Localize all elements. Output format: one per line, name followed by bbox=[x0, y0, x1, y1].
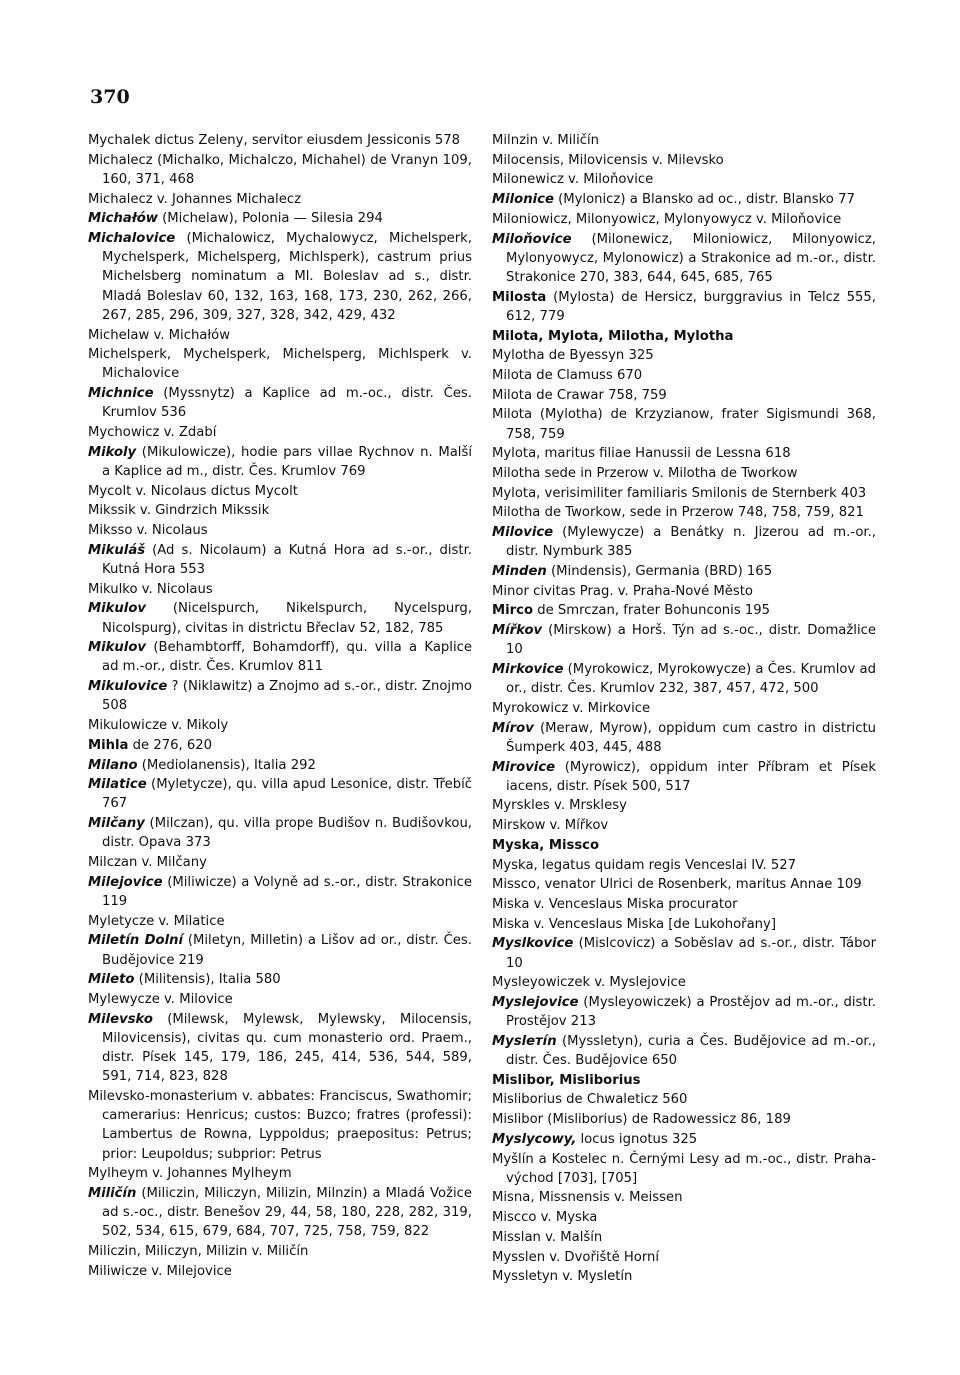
index-entry bbox=[492, 836, 876, 855]
entry-text: (Myrokowicz, Myrokowycze) a Čes. Krumlov ad or., distr. Čes. Krumlov 232, 387, 457, 472, 500 bbox=[506, 661, 876, 697]
index-entry bbox=[492, 660, 876, 698]
entry-text: (Militensis), Italia 580 bbox=[134, 972, 281, 988]
entry-text: de 276, 620 bbox=[128, 737, 213, 753]
entry-text: Michalecz v. Johannes Michalecz bbox=[88, 191, 302, 207]
entry-text: Misna, Missnensis v. Meissen bbox=[492, 1190, 683, 1206]
entry-headword: Michnice bbox=[88, 386, 154, 402]
index-entry bbox=[492, 973, 876, 992]
index-entry bbox=[88, 541, 472, 579]
index-entry bbox=[492, 131, 876, 150]
index-entry bbox=[88, 970, 472, 989]
entry-text: (Mikulowicze), hodie pars villae Rychnov n. Malší a Kaplice ad m., distr. Čes. Krumlov 769 bbox=[102, 444, 472, 479]
index-entry bbox=[492, 151, 876, 170]
entry-text: locus ignotus 325 bbox=[576, 1131, 698, 1147]
index-entry bbox=[492, 993, 876, 1031]
index-entry bbox=[88, 384, 472, 422]
entry-text: Milota (Mylotha) de Krzyzianow, frater Sigismundi 368, 758, 759 bbox=[492, 407, 876, 442]
index-entry bbox=[492, 601, 876, 620]
entry-text: Miliwicze v. Milejovice bbox=[88, 1263, 232, 1279]
entry-text: (Mindensis), Germania (BRD) 165 bbox=[546, 563, 773, 579]
index-entry bbox=[88, 501, 472, 520]
entry-text: Mycolt v. Nicolaus dictus Mycolt bbox=[88, 483, 298, 499]
entry-headword: Mířkov bbox=[492, 623, 543, 639]
entry-text: Myšlín a Kostelec n. Černými Lesy ad m.-oc., distr. Praha-východ [703], [705] bbox=[492, 1151, 876, 1186]
entry-text: Mikulowicze v. Mikoly bbox=[88, 718, 229, 734]
entry-text: Myrokowicz v. Mirkovice bbox=[492, 700, 651, 716]
index-entry bbox=[492, 1090, 876, 1109]
entry-text: Milota de Clamuss 670 bbox=[492, 367, 643, 383]
entry-headword: Michałów bbox=[88, 211, 158, 227]
page-number: 370 bbox=[90, 86, 130, 108]
index-entry bbox=[492, 288, 876, 326]
index-entry bbox=[88, 638, 472, 676]
entry-headword: Mikuláš bbox=[88, 542, 146, 558]
entry-headword: Mikulov bbox=[88, 640, 146, 656]
left-column bbox=[88, 131, 472, 1281]
entry-headword: Myska, Missco bbox=[492, 837, 600, 853]
index-entry bbox=[88, 151, 472, 189]
entry-text: Mylotha de Byessyn 325 bbox=[492, 348, 654, 364]
index-entry bbox=[492, 170, 876, 189]
entry-headword: Myslkovice bbox=[492, 936, 574, 952]
entry-headword: Mikulov bbox=[88, 601, 146, 617]
entry-text: (Mylewycze) a Benátky n. Jizerou ad m.-or., distr. Nymburk 385 bbox=[506, 525, 876, 560]
index-entry bbox=[492, 1150, 876, 1188]
index-entry bbox=[88, 580, 472, 599]
entry-text: Miksso v. Nicolaus bbox=[88, 523, 208, 539]
entry-text: Milonewicz v. Miloňovice bbox=[492, 172, 654, 188]
entry-text: (Mirskow) a Horš. Týn ad s.-oc., distr. Domažlice 10 bbox=[506, 623, 876, 658]
index-entry bbox=[492, 582, 876, 601]
entry-text: (Michalowicz, Mychalowycz, Michelsperk, Mychelsperk, Michelsperg, Michlsperk), castrum prius Michelsberg nominatum a Ml. Boleslav ad s., distr. Mladá Boleslav 60, 132, 163, 168, 173, 230, 262, 266, 267, 285, 296, 309, 327, 328, 342, 429, 432 bbox=[102, 231, 472, 323]
index-entry bbox=[492, 562, 876, 581]
index-entry bbox=[88, 677, 472, 715]
entry-text: Mikssik v. Gindrzich Mikssik bbox=[88, 503, 270, 519]
entry-text: de Smrczan, frater Bohunconis 195 bbox=[533, 603, 771, 619]
entry-headword: Michalovice bbox=[88, 231, 176, 247]
entry-headword: Mikoly bbox=[88, 444, 137, 460]
entry-headword: Milatice bbox=[88, 777, 147, 793]
entry-headword: Milota, Mylota, Milotha, Mylotha bbox=[492, 328, 734, 344]
entry-text: Myssletyn v. Mysletín bbox=[492, 1269, 633, 1285]
entry-headword: Myslejovice bbox=[492, 994, 579, 1010]
entry-text: Miska v. Venceslaus Miska [de Lukohořany] bbox=[492, 916, 776, 932]
index-entry bbox=[492, 796, 876, 815]
entry-headword: Mirovice bbox=[492, 759, 556, 775]
entry-headword: Miletín Dolní bbox=[88, 933, 184, 949]
entry-headword: Milovice bbox=[492, 525, 554, 541]
entry-headword: Mislibor, Misliborius bbox=[492, 1072, 641, 1088]
entry-text: Mychalek dictus Zeleny, servitor eiusdem Jessiconis 578 bbox=[88, 133, 461, 148]
entry-text: (Milczan), qu. villa prope Budišov n. Budišovkou, distr. Opava 373 bbox=[102, 816, 472, 851]
entry-text: Milotha de Tworkow, sede in Przerow 748, 758, 759, 821 bbox=[492, 505, 864, 521]
index-entry bbox=[88, 1184, 472, 1242]
entry-headword: Myslycowy, bbox=[492, 1131, 577, 1147]
entry-text: (Myssletyn), curia a Čes. Budějovice ad m.-or., distr. Čes. Budějovice 650 bbox=[506, 1033, 876, 1069]
index-entry bbox=[492, 719, 876, 757]
entry-text: Myska, legatus quidam regis Venceslai IV. 527 bbox=[492, 857, 797, 873]
index-entry bbox=[492, 366, 876, 385]
index-entry bbox=[492, 895, 876, 914]
index-entry bbox=[492, 1071, 876, 1090]
index-entry bbox=[88, 345, 472, 383]
entry-text: Mylheym v. Johannes Mylheym bbox=[88, 1166, 292, 1182]
entry-text: Mychowicz v. Zdabí bbox=[88, 425, 217, 441]
entry-text: Miscco v. Myska bbox=[492, 1210, 598, 1226]
entry-text: (Miliwicze) a Volyně ad s.-or., distr. Strakonice 119 bbox=[102, 874, 472, 909]
entry-headword: Milonice bbox=[492, 192, 554, 208]
entry-text: Misliborius de Chwaleticz 560 bbox=[492, 1092, 688, 1108]
index-entry bbox=[492, 915, 876, 934]
index-entry bbox=[492, 1228, 876, 1247]
index-entry bbox=[88, 190, 472, 209]
index-entry bbox=[88, 326, 472, 345]
index-entry bbox=[88, 756, 472, 775]
entry-text: Myrskles v. Mrsklesy bbox=[492, 798, 627, 814]
entry-headword: Minden bbox=[492, 563, 547, 579]
index-entry bbox=[492, 758, 876, 796]
index-entry bbox=[88, 736, 472, 755]
index-entry bbox=[88, 775, 472, 813]
index-entry bbox=[492, 1032, 876, 1070]
index-entry bbox=[492, 327, 876, 346]
entry-headword: Mihla bbox=[88, 737, 129, 753]
entry-text: Minor civitas Prag. v. Praha-Nové Město bbox=[492, 583, 753, 599]
entry-text: ? (Niklawitz) a Znojmo ad s.-or., distr. Znojmo 508 bbox=[102, 679, 472, 714]
entry-headword: Milosta bbox=[492, 289, 547, 305]
index-entry bbox=[492, 621, 876, 659]
entry-text: Milotha sede in Przerow v. Milotha de Tworkow bbox=[492, 465, 798, 481]
entry-text: Michelaw v. Michałów bbox=[88, 327, 230, 343]
entry-headword: Milčany bbox=[88, 816, 145, 832]
index-entry bbox=[492, 210, 876, 229]
index-entry bbox=[88, 1242, 472, 1261]
index-entry bbox=[492, 1248, 876, 1267]
entry-text: Misslan v. Malšín bbox=[492, 1229, 603, 1245]
entry-text: Milczan v. Milčany bbox=[88, 855, 207, 871]
index-entry bbox=[88, 1087, 472, 1164]
index-entry bbox=[492, 190, 876, 209]
entry-text: (Myssnytz) a Kaplice ad m.-oc., distr. Čes. Krumlov 536 bbox=[102, 386, 472, 421]
entry-text: Mylota, maritus filiae Hanussii de Lessna 618 bbox=[492, 446, 791, 462]
entry-text: Myletycze v. Milatice bbox=[88, 913, 225, 929]
entry-text: (Meraw, Myrow), oppidum cum castro in districtu Šumperk 403, 445, 488 bbox=[506, 720, 876, 755]
entry-text: (Mylosta) de Hersicz, burggravius in Telcz 555, 612, 779 bbox=[506, 289, 876, 324]
index-entry bbox=[88, 1262, 472, 1281]
entry-text: Mylota, verisimiliter familiaris Smilonis de Sternberk 403 bbox=[492, 485, 867, 501]
entry-text: Mylewycze v. Milovice bbox=[88, 991, 233, 1007]
entry-text: (Michelaw), Polonia — Silesia 294 bbox=[157, 211, 383, 227]
index-entry bbox=[492, 856, 876, 875]
index-entry bbox=[88, 1164, 472, 1183]
index-entry bbox=[88, 853, 472, 872]
index-entry bbox=[492, 484, 876, 503]
entry-headword: Mileto bbox=[88, 972, 135, 988]
entry-text: Michelsperk, Mychelsperk, Michelsperg, Michlsperk v. Michalovice bbox=[88, 347, 472, 382]
index-entry bbox=[492, 230, 876, 288]
index-entry bbox=[88, 873, 472, 911]
entry-text: (Mysleyowiczek) a Prostějov ad m.-or., distr. Prostějov 213 bbox=[506, 994, 876, 1030]
index-entry bbox=[492, 1267, 876, 1286]
entry-text: (Miliczin, Miliczyn, Milizin, Milnzin) a Mladá Vožice ad s.-oc., distr. Benešov 29, 44, 58, 180, 228, 282, 319, 502, 534, 615, 679, 684, 707, 725, 758, 759, 822 bbox=[102, 1185, 472, 1240]
index-entry bbox=[492, 1130, 876, 1149]
entry-text: Missco, venator Ulrici de Rosenberk, maritus Annae 109 bbox=[492, 877, 862, 893]
index-entry bbox=[88, 209, 472, 228]
index-entry bbox=[492, 444, 876, 463]
index-entry bbox=[88, 443, 472, 481]
entry-headword: Mirkovice bbox=[492, 661, 564, 677]
entry-text: Mysleyowiczek v. Myslejovice bbox=[492, 975, 686, 991]
entry-text: Mislibor (Misliborius) de Radowessicz 86, 189 bbox=[492, 1112, 791, 1128]
entry-text: Michalecz (Michalko, Michalczo, Michahel) de Vranyn 109, 160, 371, 468 bbox=[88, 152, 472, 187]
index-entry bbox=[492, 1188, 876, 1207]
index-entry bbox=[88, 423, 472, 442]
index-entry bbox=[492, 503, 876, 522]
index-entry bbox=[492, 1208, 876, 1227]
index-entry bbox=[492, 816, 876, 835]
index-entry bbox=[88, 814, 472, 852]
index-entry bbox=[492, 934, 876, 972]
index-entry bbox=[492, 875, 876, 894]
entry-text: (Mylonicz) a Blansko ad oc., distr. Blansko 77 bbox=[553, 192, 855, 208]
index-entry bbox=[88, 912, 472, 931]
entry-text: Milnzin v. Miličín bbox=[492, 133, 600, 148]
entry-headword: Miloňovice bbox=[492, 231, 572, 247]
index-entry bbox=[492, 699, 876, 718]
entry-text: Miska v. Venceslaus Miska procurator bbox=[492, 896, 738, 912]
entry-headword: Milano bbox=[88, 757, 138, 773]
index-entry bbox=[88, 990, 472, 1009]
entry-text: (Milewsk, Mylewsk, Mylewsky, Milocensis, Milovicensis), civitas qu. cum monasterio ord. Praem., distr. Písek 145, 179, 186, 245, 414, 536, 544, 589, 591, 714, 823, 828 bbox=[102, 1011, 472, 1085]
entry-text: (Behambtorff, Bohamdorff), qu. villa a Kaplice ad m.-or., distr. Čes. Krumlov 811 bbox=[102, 640, 472, 675]
index-entry bbox=[492, 346, 876, 365]
entry-text: (Milonewicz, Miloniowicz, Milonyowicz, Mylonyowycz, Mylonowicz) a Strakonice ad m.-or., distr. Strakonice 270, 383, 644, 645, 685, 765 bbox=[506, 231, 876, 285]
entry-text: Mirskow v. Mířkov bbox=[492, 818, 609, 834]
entry-headword: Mírov bbox=[492, 720, 534, 736]
entry-text: (Nicelspurch, Nikelspurch, Nycelspurg, Nicolspurg), civitas in districtu Břeclav 52, 182, 785 bbox=[102, 601, 472, 636]
index-entry bbox=[88, 521, 472, 540]
entry-headword: Myslетín bbox=[492, 1033, 557, 1049]
entry-text: Miloniowicz, Milonyowicz, Mylonyowycz v. Miloňovice bbox=[492, 211, 842, 227]
index-entry bbox=[492, 386, 876, 405]
entry-text: (Miletyn, Milletin) a Lišov ad or., distr. Čes. Budějovice 219 bbox=[102, 933, 472, 968]
index-entry bbox=[492, 464, 876, 483]
entry-headword: Mikulovice bbox=[88, 679, 168, 695]
entry-headword: Mirco bbox=[492, 603, 534, 619]
index-entry bbox=[88, 229, 472, 325]
entry-text: (Mediolanensis), Italia 292 bbox=[137, 757, 316, 773]
entry-text: Mikulko v. Nicolaus bbox=[88, 581, 213, 597]
index-entry bbox=[88, 482, 472, 501]
index-entry bbox=[88, 931, 472, 969]
entry-text: Milota de Crawar 758, 759 bbox=[492, 387, 667, 403]
entry-text: (Mislcovicz) a Soběslav ad s.-or., distr. Tábor 10 bbox=[506, 936, 876, 971]
index-entry bbox=[492, 523, 876, 561]
entry-text: (Ad s. Nicolaum) a Kutná Hora ad s.-or., distr. Kutná Hora 553 bbox=[102, 542, 472, 577]
index-entry bbox=[492, 405, 876, 443]
entry-headword: Miličín bbox=[88, 1185, 137, 1201]
entry-text: Mysslen v. Dvořiště Horní bbox=[492, 1249, 660, 1265]
index-entry bbox=[88, 131, 472, 150]
entry-text: Miliczin, Miliczyn, Milizin v. Miličín bbox=[88, 1244, 309, 1260]
index-entry bbox=[88, 1010, 472, 1087]
entry-headword: Milevsko bbox=[88, 1011, 153, 1027]
index-entry bbox=[88, 599, 472, 637]
index-entry bbox=[492, 1110, 876, 1129]
entry-text: (Myrowicz), oppidum inter Příbram et Písek iacens, distr. Písek 500, 517 bbox=[506, 759, 876, 794]
entry-text: Milocensis, Milovicensis v. Milevsko bbox=[492, 152, 724, 168]
index-entry bbox=[88, 716, 472, 735]
entry-text: Milevsko-monasterium v. abbates: Franciscus, Swathomir; camerarius: Henricus; custos: Buzco; fratres (professi): Lambertus de Rowna, Lyppoldus; praepositus: Petrus; prior: Leupoldus; subprior: Petrus bbox=[88, 1088, 472, 1162]
entry-headword: Milejovice bbox=[88, 874, 163, 890]
entry-text: (Myletycze), qu. villa apud Lesonice, distr. Třebíč 767 bbox=[102, 777, 472, 812]
right-column bbox=[492, 131, 876, 1287]
